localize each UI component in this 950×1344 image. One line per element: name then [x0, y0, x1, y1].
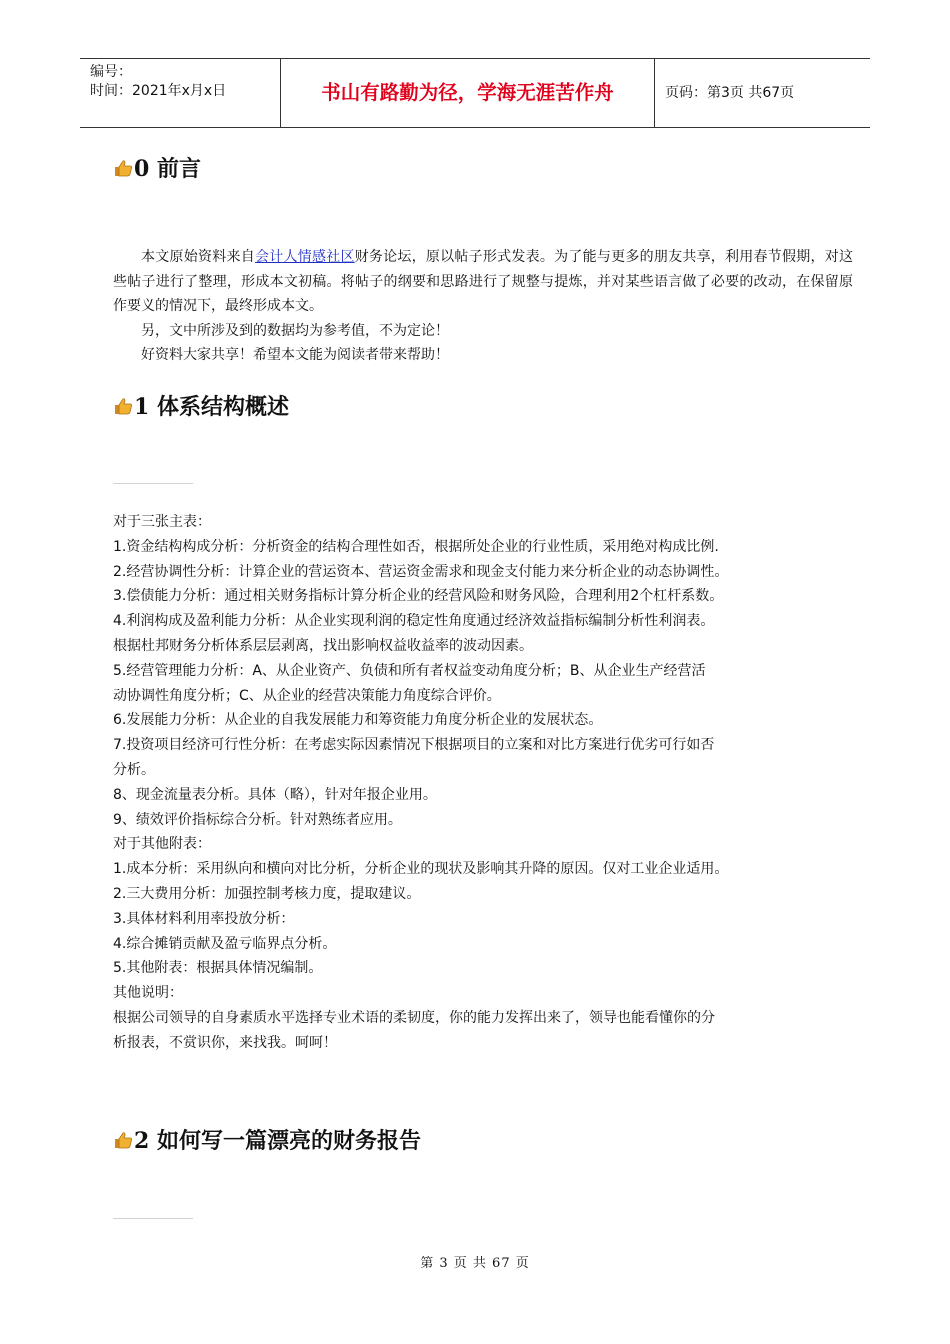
intro-share: 好资料大家共享！希望本文能为阅读者带来帮助！ — [141, 347, 449, 364]
list-line: 4.综合摊销贡献及盈亏临界点分析。 — [113, 935, 337, 952]
list-line: 1.资金结构构成分析：分析资金的结构合理性如否，根据所处企业的行业性质，采用绝对构成比例. — [113, 538, 719, 555]
list-line: 4.利润构成及盈利能力分析：从企业实现利润的稳定性角度通过经济效益指标编制分析性利润表。 — [113, 613, 715, 630]
list-line: 6.发展能力分析：从企业的自我发展能力和筹资能力角度分析企业的发展状态。 — [113, 712, 603, 729]
intro-note: 另，文中所涉及到的数据均为参考值，不为定论！ — [141, 322, 449, 339]
page-header — [80, 58, 870, 128]
section-title: 2 如何写一篇漂亮的财务报告 — [134, 1128, 421, 1154]
serial-label: 编号： — [90, 64, 132, 80]
section-heading-report — [113, 1126, 421, 1156]
thumbs-up-icon — [113, 158, 133, 178]
list-line: 析报表，不赏识你，来找我。呵呵！ — [113, 1034, 337, 1051]
list-line: 根据公司领导的自身素质水平选择专业术语的柔韧度，你的能力发挥出来了，领导也能看懂你的分 — [113, 1009, 715, 1026]
list-line: 3.偿债能力分析：通过相关财务指标计算分析企业的经营风险和财务风险，合理利用2个杠杆系数。 — [113, 588, 724, 605]
thumbs-up-icon — [113, 396, 133, 416]
list-line: 9、绩效评价指标综合分析。针对熟练者应用。 — [113, 811, 402, 828]
section-heading-preface — [113, 154, 201, 184]
list-line: 7.投资项目经济可行性分析：在考虑实际因素情况下根据项目的立案和对比方案进行优劣可行如否 — [113, 737, 715, 754]
header-motto: 书山有路勤为径，学海无涯苦作舟 — [281, 59, 655, 127]
list-line: 其他说明： — [113, 985, 183, 1002]
list-line: 1.成本分析：采用纵向和横向对比分析，分析企业的现状及影响其升降的原因。仅对工业企业适用。 — [113, 861, 729, 878]
list-line: 8、现金流量表分析。具体（略），针对年报企业用。 — [113, 786, 437, 803]
analysis-list — [113, 510, 853, 1056]
list-line: 分析。 — [113, 761, 155, 778]
header-page-info: 页码：第3页 共67页 — [665, 85, 795, 101]
community-link[interactable]: 会计人情感社区 — [254, 249, 355, 265]
intro-text — [113, 245, 853, 368]
header-meta — [80, 59, 281, 127]
section-title: 1 体系结构概述 — [134, 394, 289, 420]
list-line: 2.经营协调性分析：计算企业的营运资本、营运资金需求和现金支付能力来分析企业的动态协调性。 — [113, 563, 729, 580]
list-line: 对于其他附表： — [113, 836, 211, 853]
page-footer: 第 3 页 共 67 页 — [420, 1256, 530, 1271]
list-line: 根据杜邦财务分析体系层层剥离，找出影响权益收益率的波动因素。 — [113, 637, 533, 654]
section-heading-overview — [113, 392, 289, 422]
list-line: 5.其他附表：根据具体情况编制。 — [113, 960, 323, 977]
intro-paragraph — [113, 245, 853, 319]
list-line: 5.经营管理能力分析：A、从企业资产、负债和所有者权益变动角度分析；B、从企业生产经营活 — [113, 662, 706, 679]
list-line: 动协调性角度分析；C、从企业的经营决策能力角度综合评价。 — [113, 687, 501, 704]
thumbs-up-icon — [113, 1130, 133, 1150]
list-line: 3.具体材料利用率投放分析： — [113, 910, 295, 927]
time-label: 时间：2021年x月x日 — [90, 83, 227, 99]
list-line: 对于三张主表： — [113, 514, 211, 530]
intro-prefix: 本文原始资料来自 — [141, 249, 255, 265]
divider — [113, 1218, 193, 1219]
list-line: 2.三大费用分析：加强控制考核力度，提取建议。 — [113, 885, 421, 902]
divider — [113, 483, 193, 484]
section-title: 0 前言 — [134, 156, 201, 182]
intro-rest: 财务论坛，原以帖子形式发表。为了能与更多的朋友共享，利用春节假期，对这些帖子进行了整理，形成本文初稿。将帖子的纲要和思路进行了规整与提炼，并对某些语言做了必要的改动，在保留原作要义的情况下，最终形成本文。 — [113, 249, 854, 315]
